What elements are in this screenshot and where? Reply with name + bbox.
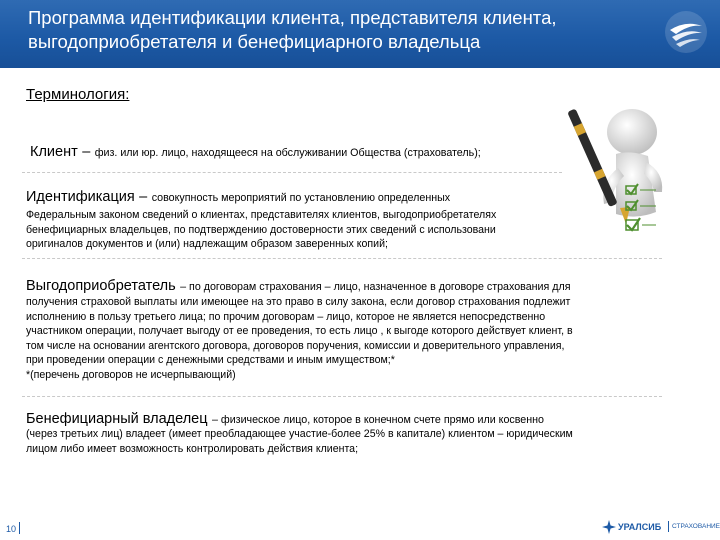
owner-text-first: – физическое лицо, которое в конечном счете прямо или косвенно: [212, 414, 544, 426]
beneficiary-line: *(перечень договоров не исчерпывающий): [26, 368, 236, 381]
owner-lines: [26, 427, 686, 456]
company-logo-icon: [664, 10, 708, 54]
identification-definition: [26, 188, 566, 206]
divider: [22, 396, 662, 397]
page-title-line-1: Программа идентификации клиента, представителя клиента,: [28, 7, 557, 28]
divider: [22, 172, 562, 173]
page-title-line-2: выгодоприобретателя и бенефициарного владельца: [28, 31, 481, 52]
owner-term: Бенефициарный владелец: [26, 411, 208, 427]
beneficiary-line: исполнению в пользу третьего лица; по прочим договорам – лицо, которое не является непосредственно: [26, 310, 546, 323]
beneficiary-line: получения страховой выплаты или имеющее на это право в силу закона, если договор страхования подлежит: [26, 296, 571, 308]
identification-lines: [26, 208, 566, 252]
beneficiary-definition: [26, 277, 686, 295]
owner-definition: [26, 410, 686, 428]
client-dash: –: [82, 144, 91, 160]
footer-divider: [19, 522, 20, 534]
beneficiary-line: участником операции, получает выгоду от ее проведения, то есть лицо , к выгоде которого действует клиент, в: [26, 325, 573, 337]
thinking-figure-pen-icon: [560, 92, 680, 242]
identification-term: Идентификация: [26, 189, 135, 205]
identification-line: Федеральным законом сведений о клиентах, представителях клиентов, выгодоприобретателях: [26, 209, 497, 221]
beneficiary-term: Выгодоприобретатель: [26, 278, 176, 294]
identification-line: оригиналов документов и (или) надлежащим образом заверенных копий;: [26, 238, 388, 250]
uralsib-logo-icon: [602, 520, 616, 534]
identification-line: бенефициарных владельцев, по подтверждению достоверности этих сведений с использовани: [26, 223, 496, 236]
footer-logo: [602, 518, 720, 536]
client-term: Клиент: [30, 144, 78, 160]
beneficiary-line: том числе на основании агентского договора, договоров поручения, комиссии и доверительного управления,: [26, 339, 565, 352]
page-number: 10: [6, 524, 17, 534]
brand-name: УРАЛСИБ: [618, 522, 662, 532]
identification-dash: –: [139, 189, 148, 205]
client-text: физ. или юр. лицо, находящееся на обслуживании Общества (страхователь);: [94, 147, 481, 159]
checklist-icon: [622, 180, 662, 240]
brand-divider: [668, 521, 669, 532]
terminology-heading: Терминология:: [26, 86, 130, 103]
beneficiary-text-first: – по договорам страхования – лицо, назначенное в договоре страхования для: [180, 281, 571, 293]
beneficiary-lines: [26, 295, 686, 382]
owner-line: лицом либо имеет возможность контролировать действия клиента;: [26, 442, 359, 455]
identification-text-first: совокупность мероприятий по установлению определенных: [151, 192, 451, 204]
brand-division: СТРАХОВАНИЕ: [672, 523, 720, 530]
page-title: [28, 6, 628, 54]
client-definition: [30, 143, 570, 161]
divider: [22, 258, 662, 259]
header-bar: [0, 0, 720, 68]
beneficiary-line: при проведении операции с денежными средствами и иным имуществом;*: [26, 354, 395, 366]
owner-line: (через третьих лиц) владеет (имеет преобладающее участие-более 25% в капитале) клиентом – юридическим: [26, 428, 573, 440]
